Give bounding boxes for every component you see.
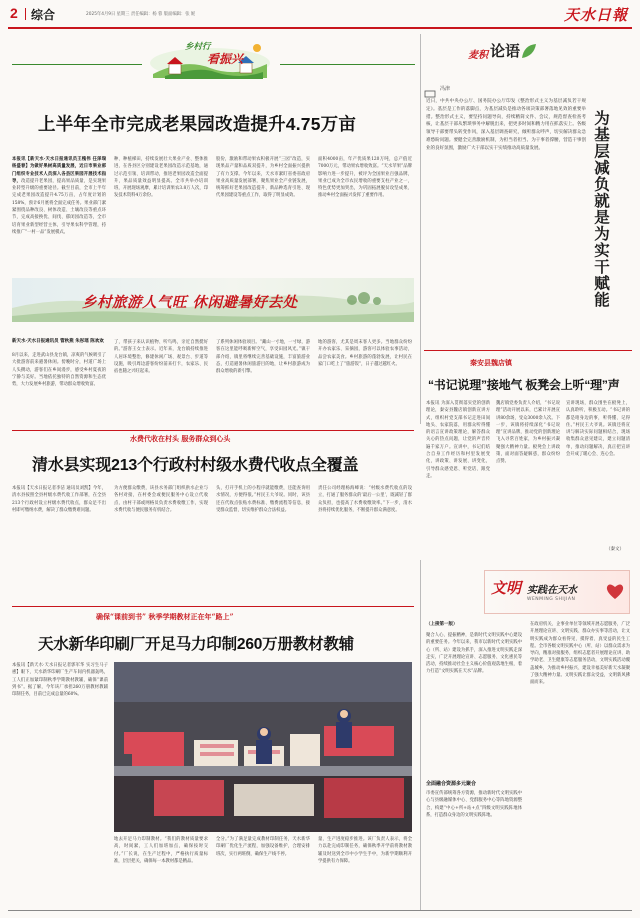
column-body: 近日，中共中央办公厅、国务院办公厅印发《整治形式主义为基层减负若干规定》。基层是工作的落脚点，为基层减负是推动各项决策部署落地见效的重要举措。整治形式主义，要坚持问题导向，持续精简文件、会议，规范督查检查考核，让基层干部从繁琐事务中解脱出来，把更多时间和精力用在抓落实上。各级领导干部要带头转变作风，深入基层调查研究，倾听群众呼声，切实解决群众急难愁盼问题。要健全完善激励机制，为担当者担当、为干事者撑腰，营造干事创业的良好氛围，激励广大干部以实干实绩推动高质量发展。 — [426, 99, 586, 151]
wenming-subtitle: （上接第一版） — [426, 622, 458, 627]
badge-rule-left — [12, 64, 142, 65]
xinhua-col2: 地去开足马力印制教材。“我们的教材质量要求高，时间紧，工人们加班加点，确保按时交付。”厂长说，在生产过程中，严格执行质量标准，层层把关，确保每一本教材都是精品。 — [114, 837, 208, 864]
qingshui-col2: 为方便群众缴费，该县水务部门组织供水企业与各村对接，在村委会或便民服务中心设立代收点，由村干部或网格员负责水费收缴工作，实现水费代收与便民服务有机结合。 — [114, 486, 208, 513]
qingshui-col4: 责任公司经理杨海峰说：“村级水费代收点的设立，打通了服务群众的‘最后一公里’，既减轻了群众负担，也提高了水费收缴效率。”下一步，清水县将持续优化服务，不断提升群众满意度。 — [318, 486, 412, 513]
section-name: 综合 — [31, 8, 56, 22]
qinan-col3: 宣讲现场，群众围坐在板凳上，认真聆听，积极互动。“书记讲的都是咱身边的事，听得懂、记得住。”村民王大爷说。该镇还将宣讲与解决实际问题相结合，现场收集群众意见建议，建立问题清单，推动问题解决，真正把宣讲会开成了暖心会、连心会。 — [566, 401, 630, 458]
banner-col3: 了系列休闲体验项目。“藏山一寸地，一寸绿，游客在这里能呼吸新鲜空气，享受田园风光。”镇干部介绍，镇里将继续完善基础设施，丰富旅游业态，打造避暑休闲旅游目的地，让乡村旅游成为群众增收的新引擎。 — [216, 340, 310, 375]
wenming-col1b: 市委宣传部统筹各方资源，推动新时代文明实践中心与县级融媒体中心、党群服务中心等阵地资源整合，构建“中心+所+站+点”四级文明实践阵地体系，打造群众身边的文明实践阵地。 — [426, 791, 522, 818]
article1-lead: 本报讯【新天水·天水日报通讯员王槐伟 任泽瑞 杨盛春】为做好果树高质量发展，近日市果业部门组织专业技术人员深入各县区果园开展技术指导， — [12, 157, 106, 184]
wenming-logo-a: 文明 — [491, 579, 522, 597]
leaf-icon — [520, 42, 538, 60]
banner-byline: 新天水·天水日报通讯员 管秋燕 朱彤瑶 陈欢欢 — [12, 339, 104, 344]
wenming-logo-box — [484, 570, 630, 614]
masthead-rule — [8, 27, 632, 29]
badge-small-text: 乡村行 — [185, 42, 211, 52]
article1-col3: 股份，激励和带动果农积极开展“三园”改造，实现果品产量和品质双提升，为乡村全面振兴提供了有力支撑。今年以来，天水市紧盯省委省政府果业高质量发展部署，聚焦果业全产业链发展，统筹抓好老果园改造提升、新品种选育引进、现代果园建设等重点工作，取得了明显成效。 — [216, 157, 310, 199]
issue-meta: 2025年4月9日 星期三 责任编辑：杨 蓉 版面编辑：张 妮 — [86, 12, 196, 17]
qinan-top-rule — [424, 350, 632, 351]
qingshui-kicker: 水费代收在村头 服务群众到心头 — [130, 434, 231, 443]
wenming-col1: 聚合人心、提振精神，是新时代文明实践中心建设的重要任务。今年以来，我市以新时代文明实践中心（所、站）建设为抓手，深入推进文明实践走深走实，广泛开展理论宣讲、志愿服务、文化惠民等活动，持续推动社会主义核心价值观落地生根，着力打造“文明实践在天水”品牌。 — [426, 633, 522, 675]
column-title-text: 为基层减负就是为实干赋能 — [592, 110, 611, 308]
masthead — [0, 0, 640, 28]
qinan-kicker: 秦安县魏店镇 — [470, 358, 512, 367]
article1-col1 — [12, 156, 106, 260]
xinhua-headline: 天水新华印刷厂开足马力印制260万册教材教辅 — [38, 636, 354, 653]
column-brand — [468, 38, 558, 68]
right-lower-divider — [420, 560, 421, 910]
xinhua-col1: 本报讯【新天水·天水日报记者郭军华 实习生马子惠】眼下，天水新华印刷厂生产车间内机器轰鸣，工人们正加紧印制秋季学期教材教辅，确保“课前到书”。据了解，今年该厂承担260万册教材教辅印制任务，目前已完成总量的60%。 — [12, 663, 108, 698]
tourism-banner — [12, 278, 414, 322]
qinan-headline: “书记说理”接地气 板凳会上听“理”声 — [428, 378, 620, 392]
column-brand-a: 麦积 — [468, 50, 488, 61]
bottom-rule — [8, 910, 632, 911]
xinhua-photo — [114, 662, 412, 832]
xinhua-kicker: 确保“课前到书” 秋季学期教材正在年“路上” — [96, 612, 234, 621]
banner-title: 乡村旅游人气旺 休闲避暑好去处 — [82, 294, 298, 311]
qinan-col1: 本报讯 为深入贯彻落实党的创新理论，秦安县魏店镇创新宣讲方式，组织村党支部书记走进田间地头、农家院落，用群众听得懂的语言宣讲政策理论，解答群众关心的热点问题，让党的声音传遍千家万户。宣讲中，书记们结合自身工作经历和村里发展变化，讲政策、讲发展、讲变化，引导群众感党恩、听党话、跟党走。 — [426, 401, 490, 479]
village-logo-badge — [145, 36, 275, 80]
qingshui-headline: 清水县实现213个行政村村级水费代收点全覆盖 — [32, 457, 359, 474]
masthead-divider — [25, 8, 26, 20]
banner-col2: 了，带孩子来认识植物、听鸟鸣，亲近自然挺好的。”游客王女士表示。近年来，龙台镇持续推进人居环境整治，修建休闲广场、观景台、步道等设施，吸引周边游客纷纷前来打卡，农家乐、民宿也随之兴旺起来。 — [114, 340, 208, 375]
qingshui-col3: 头，打开手机上的小程序就能缴费，还能查询用水情况，方便得很。”村民王大爷说。同时，该县还在代收点张贴水费标准、缴费流程等信息，接受群众监督，切实维护群众合法权益。 — [216, 486, 310, 513]
article1-headline: 上半年全市完成老果园改造提升4.75万亩 — [38, 114, 357, 134]
article1-col4: 面积4000亩，年产优质果120万吨，总产值近7000万元，带动果农增收致富。“天水苹果”品牌影响力进一步提升，被评为全国果业百强品牌，果业已成为全市农民增收的重要支柱产业之一，特色优势更加突出，为巩固拓展脱贫攻坚成果、推动乡村全面振兴发挥了重要作用。 — [318, 157, 412, 199]
qingshui-col1: 本报讯【天水日报记者李洁 通讯员刘凯】今年，清水县按照全县村级水费代收工作部署，在全县213个行政村设立村级水费代收点，群众足不出村即可缴纳水费，解决了群众缴费难问题。 — [12, 486, 106, 513]
badge-rule-right — [280, 64, 415, 65]
column-title — [592, 110, 626, 340]
qingshui-top-rule — [12, 430, 414, 431]
wenming-col2: 在政府机关、企事业单位等领域开展志愿服务，广泛开展理论宣讲、文明实践、群众办实事等活动，让文明实践成为群众看得见、摸得着、真受益的民生工程。全市各级文明实践中心（所、站）以群众需求为导向，精准对接服务，组织志愿者开展理论宣讲、助学助老、卫生健康等志愿服务活动，文明实践活动覆盖城乡，为推动乡村振兴、建设幸福美好新天水凝聚了强大精神力量。文明实践让群众受益，文明新风拂面而来。 — [530, 622, 630, 686]
xinhua-col4: 量，生产进度稳步推进。该厂负责人表示，将全力以赴完成印制任务，确保秋季开学前将教材教辅及时送到全市中小学生手中，为新学期顺利开学提供有力保障。 — [318, 837, 412, 864]
xinhua-col3: 全分。”为了满足量完成教材印制任务，天水新华印刷厂优化生产流程，加强设备维护，合理安排班次，实行两班倒，确保生产线不停。 — [216, 837, 310, 857]
qinan-col2: 魏店镇党委负责人介绍，“书记说理”活动开展以来，已累计开展宣讲80余场，受众3000余人次。下一步，该镇将持续深化“书记说理”宣讲品牌，推动党的创新理论飞入寻常百姓家，为乡村振兴凝聚强大精神力量。板凳会上讲政策，面对面答疑解惑，群众纷纷点赞。 — [496, 401, 560, 465]
article1-body-col1: 改造提升老果园，提高果品质量，是实现果业转型升级的重要途径。截至目前，全市上半年完成老果园改造提升4.75万亩，占年度计划的158%，预计6月底将全面完成任务。果业部门紧紧围绕品种改良、树体改造、土壤改良等重点环节，完成高接换优、间伐、郁闭园改造等，全市培育果业新型经营主体，引导果农科学管理，持续推广“一村一品”发展模式。 — [12, 178, 106, 235]
paper-name: 天水日報 — [563, 6, 628, 24]
qinan-source: （秦文） — [606, 547, 624, 552]
right-column-divider — [420, 34, 421, 424]
printing-workshop-photo — [114, 662, 412, 832]
hand-heart-icon — [603, 579, 627, 603]
badge-big-text: 看振兴 — [207, 52, 244, 66]
page-number: 2 — [10, 5, 18, 21]
column-brand-b: 论语 — [490, 42, 521, 60]
wenming-col1-subhead: 全面融合资源多元聚合 — [426, 781, 477, 787]
banner-col4: 地的游客，尤其是周末客人更多。当地群众纷纷开办农家乐、采摘园，游客可以体验农事活动，品尝农家美食。乡村旅游的蓬勃发展，让村民在家门口吃上了“旅游饭”，日子越过越红火。 — [318, 340, 412, 367]
column-author: 冯津 — [440, 86, 451, 92]
wenming-logo-b: 实践在天水 — [527, 585, 577, 596]
xinhua-top-rule — [12, 606, 414, 607]
wenming-pinyin: WENMING SHIJIAN — [527, 597, 576, 602]
banner-col1: 8月以来，走进武山县龙台镇，凉爽的气候吸引了大批游客前来避暑休闲。傍晚时分，村道广场上人头攒动，游客们在乡间漫步，感受乡村夏夜的宁静与美好。当地依托独特的自然资源和生态优势，大力发展乡村旅游，带动群众增收致富。 — [12, 353, 106, 388]
column-author-box — [424, 84, 438, 94]
article1-col2: 种、种植梯田，持续发展壮大果业产业、整体推进，在各县区分别建设老果园改造示范基地，通过示范引领、培训带动，推进老果园改造全面提升，果品质量效益明显提高。全市共举办培训班，开展现场观摩，累计培训果农3.8万人次，印发技术资料4万余份。 — [114, 157, 208, 199]
